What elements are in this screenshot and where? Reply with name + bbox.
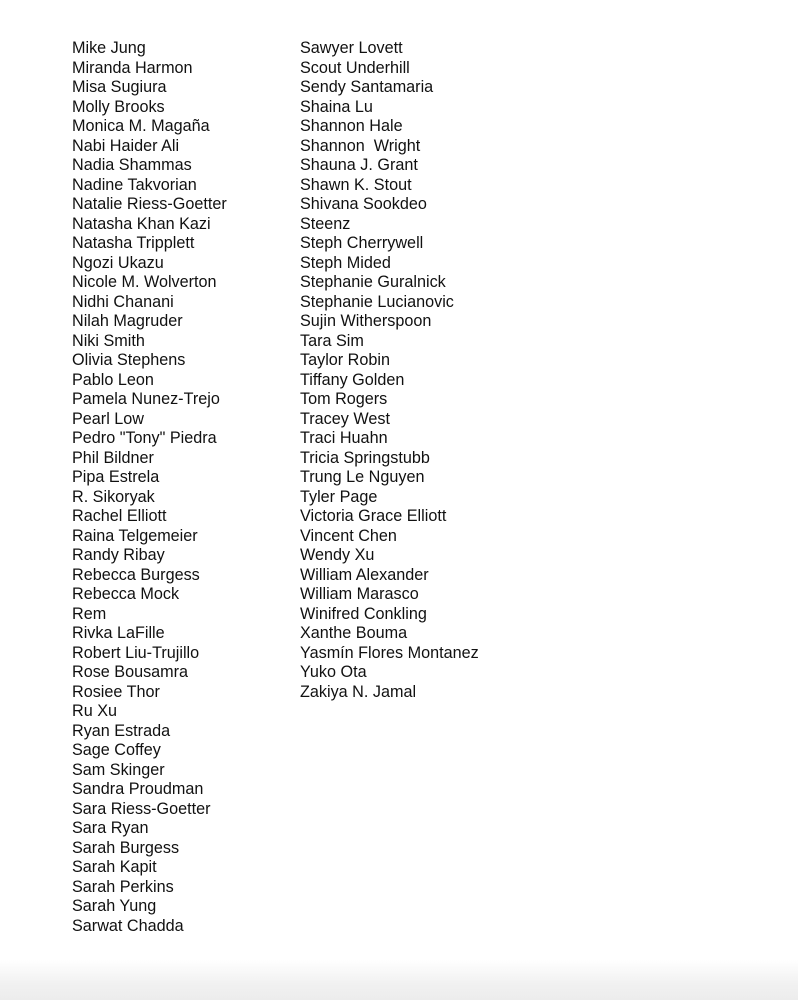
name-entry: Raina Telgemeier	[72, 526, 198, 545]
name-entry: Pamela Nunez-Trejo	[72, 390, 220, 408]
name-entry: Sage Coffey	[72, 741, 161, 759]
name-entry: Nabi Haider Ali	[72, 136, 180, 155]
name-entry: Ryan Estrada	[72, 721, 171, 740]
name-entry: William Marasco	[300, 585, 419, 603]
name-entry: Sarah Yung	[72, 897, 157, 915]
name-entry: Nadine Takvorian	[72, 175, 197, 194]
name-entry: Tracey West	[300, 409, 390, 428]
name-entry: Tricia Springstubb	[300, 448, 430, 467]
name-entry: Sam Skinger	[72, 760, 165, 779]
name-entry: Sarah Perkins	[72, 877, 174, 896]
name-entry: Sujin Witherspoon	[300, 312, 432, 330]
name-entry: Steph Mided	[300, 253, 391, 272]
name-entry: Sarah Kapit	[72, 858, 157, 876]
name-entry: Pablo Leon	[72, 370, 154, 389]
name-entry: R. Sikoryak	[72, 487, 155, 506]
name-entry: Natasha Tripplett	[72, 234, 195, 252]
name-entry: Vincent Chen	[300, 526, 397, 545]
name-entry: Pipa Estrela	[72, 468, 160, 486]
name-entry: Steenz	[300, 214, 351, 233]
name-entry: Molly Brooks	[72, 97, 165, 116]
name-entry: Natalie Riess-Goetter	[72, 195, 227, 213]
name-entry: Tara Sim	[300, 331, 364, 350]
name-entry: Sawyer Lovett	[300, 39, 403, 57]
name-entry: Tiffany Golden	[300, 370, 405, 389]
name-entry: Wendy Xu	[300, 546, 375, 564]
name-entry: Mike Jung	[72, 39, 146, 57]
page-bottom-shadow	[0, 960, 798, 1000]
name-entry: Rebecca Burgess	[72, 565, 200, 584]
name-entry: Sara Riess-Goetter	[72, 799, 211, 818]
name-entry: Rachel Elliott	[72, 507, 167, 525]
name-entry: Sarah Burgess	[72, 838, 180, 857]
name-entry: Traci Huahn	[300, 429, 388, 447]
name-entry: Shaina Lu	[300, 97, 373, 116]
name-entry: Robert Liu-Trujillo	[72, 643, 200, 662]
name-entry: William Alexander	[300, 565, 429, 584]
name-entry: Nilah Magruder	[72, 312, 183, 330]
name-entry: Victoria Grace Elliott	[300, 507, 447, 525]
name-entry: Steph Cherrywell	[300, 234, 424, 252]
name-entry: Natasha Khan Kazi	[72, 214, 211, 233]
name-entry: Winifred Conkling	[300, 604, 427, 623]
name-entry: Nadia Shammas	[72, 156, 192, 174]
name-entry: Randy Ribay	[72, 546, 165, 564]
name-entry: Shauna J. Grant	[300, 156, 418, 174]
name-entry: Sendy Santamaria	[300, 78, 434, 96]
name-entry: Stephanie Lucianovic	[300, 292, 454, 311]
name-entry: Phil Bildner	[72, 448, 154, 467]
name-entry: Stephanie Guralnick	[300, 273, 446, 291]
name-entry: Sara Ryan	[72, 819, 149, 837]
names-column-2	[300, 39, 479, 702]
name-entry: Rose Bousamra	[72, 663, 189, 681]
name-entry: Taylor Robin	[300, 351, 390, 369]
name-entry: Ru Xu	[72, 702, 117, 720]
names-column-1	[72, 39, 227, 936]
name-entry: Trung Le Nguyen	[300, 468, 425, 486]
name-entry: Xanthe Bouma	[300, 624, 408, 642]
name-entry: Miranda Harmon	[72, 58, 193, 77]
name-entry: Ngozi Ukazu	[72, 253, 164, 272]
name-entry: Rosiee Thor	[72, 682, 160, 701]
name-entry: Scout Underhill	[300, 58, 410, 77]
name-entry: Shannon Hale	[300, 117, 403, 135]
name-entry: Shivana Sookdeo	[300, 195, 427, 213]
name-entry: Misa Sugiura	[72, 78, 167, 96]
name-entry: Yasmín Flores Montanez	[300, 643, 479, 662]
name-entry: Yuko Ota	[300, 663, 367, 681]
name-entry: Rivka LaFille	[72, 624, 165, 642]
name-entry: Shawn K. Stout	[300, 175, 412, 194]
name-entry: Zakiya N. Jamal	[300, 682, 417, 701]
name-entry: Nicole M. Wolverton	[72, 273, 217, 291]
name-entry: Pearl Low	[72, 409, 144, 428]
name-entry: Niki Smith	[72, 331, 145, 350]
name-entry: Sarwat Chadda	[72, 916, 184, 935]
name-entry: Tyler Page	[300, 487, 378, 506]
name-entry: Nidhi Chanani	[72, 292, 174, 311]
name-entry: Rebecca Mock	[72, 585, 180, 603]
name-entry: Olivia Stephens	[72, 351, 186, 369]
name-entry: Rem	[72, 604, 107, 623]
name-entry: Sandra Proudman	[72, 780, 204, 798]
name-entry: Pedro "Tony" Piedra	[72, 429, 217, 447]
name-entry: Shannon Wright	[300, 136, 421, 155]
name-entry: Tom Rogers	[300, 390, 388, 408]
name-entry: Monica M. Magaña	[72, 117, 210, 135]
